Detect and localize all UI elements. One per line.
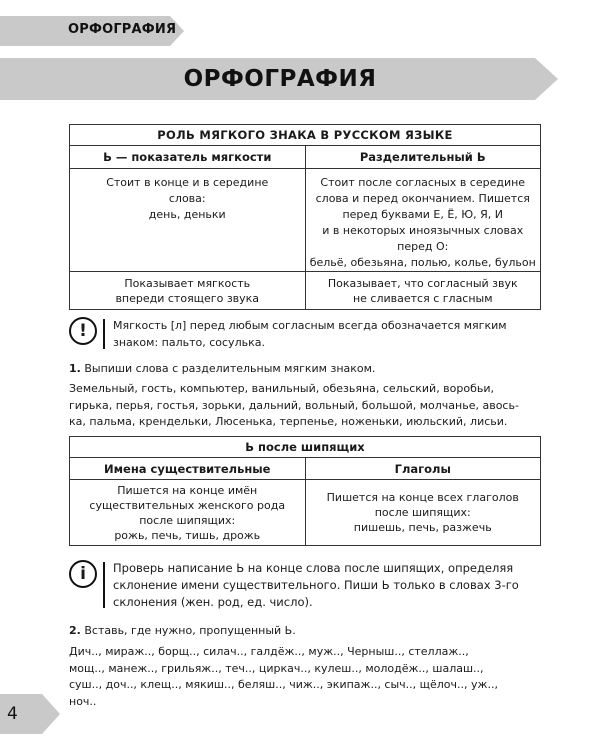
cell-examples: пишешь, печь, разжечь: [353, 521, 492, 534]
cell-text: Стоит в конце и в середине: [106, 176, 269, 189]
section-tab-label: ОРФОГРАФИЯ: [68, 22, 177, 37]
cell-text: Пишется на конце имён: [117, 483, 258, 497]
soft-sign-role-table: [69, 124, 541, 310]
task-text: Выпиши слова с разделительным мягким знаком.: [84, 362, 376, 375]
example-separator: ,: [176, 208, 184, 221]
cell-text: слова:: [168, 192, 206, 205]
word-line: мощ.., манеж.., грильяж.., теч.., циркач.., кулеш.., молодёж.., шалаш..,: [69, 661, 484, 675]
cell-text: после шипящих:: [374, 506, 471, 519]
rule-note-info: [69, 560, 544, 612]
note-text: [113, 317, 543, 351]
table1-col2-header: Разделительный Ь: [305, 146, 541, 169]
cell-text: впереди стоящего звука: [115, 291, 260, 305]
table1-row1-col1: [70, 169, 306, 272]
info-icon: i: [69, 560, 97, 588]
cell-text: Показывает, что согласный звук: [327, 276, 518, 290]
section-tab: [0, 16, 185, 46]
note-text: [113, 560, 553, 611]
word-line: ка, пальма, крендельки, Люсенька, терпенье, ноженьки, июльский, лисьи.: [69, 415, 508, 428]
page-number-tab: [0, 694, 62, 734]
note-line: Мягкость [л] перед любым согласным всегда обозначается мягким: [113, 319, 507, 332]
exclamation-icon: !: [69, 317, 97, 345]
table1-row2-col1: [70, 272, 306, 310]
note-line: Проверь написание Ь на конце слова после шипящих, определяя: [113, 561, 514, 575]
task-1-word-list: [69, 381, 547, 431]
word-line: ноч..: [69, 694, 97, 708]
cell-text: Пишется на конце всех глаголов: [326, 491, 519, 504]
task-1-instruction: [69, 361, 544, 377]
cell-text: не сливается с гласным: [352, 291, 493, 305]
page-number: 4: [7, 704, 18, 724]
cell-text: и в некоторых иноязычных словах: [322, 224, 524, 237]
cell-text: Показывает мягкость: [124, 276, 251, 290]
table2-col2-header: Глаголы: [305, 458, 541, 480]
task-2-instruction: [69, 623, 544, 639]
word-line: суш.., доч.., клещ.., мякиш.., беляш.., чиж.., экипаж.., сыч.., щёлоч.., уж..,: [69, 678, 498, 691]
soft-sign-after-sibilants-table: [69, 436, 541, 546]
rule-note-warning: [69, 317, 544, 353]
table1-caption: РОЛЬ МЯГКОГО ЗНАКА В РУССКОМ ЯЗЫКЕ: [70, 125, 541, 146]
table2-verbs-cell: [305, 480, 541, 546]
table2-nouns-cell: [70, 480, 306, 546]
page-title: ОРФОГРАФИЯ: [183, 66, 377, 92]
table1-col1-header: Ь — показатель мягкости: [70, 146, 306, 169]
cell-examples: [70, 207, 305, 223]
cell-examples: бельё, обезьяна, полью, колье, бульон: [309, 256, 536, 269]
cell-text: перед О:: [397, 240, 449, 253]
task-2-word-list: [69, 644, 547, 710]
cell-text: существительных женского рода: [89, 498, 286, 512]
word-line: Земельный, гость, компьютер, ванильный, обезьяна, сельский, воробьи,: [69, 382, 495, 395]
note-line: знаком: пальто, сосулька.: [113, 336, 265, 349]
table1-row1-col2: [305, 169, 541, 272]
note-line: склонения (жен. род, ед. число).: [113, 595, 313, 609]
note-line: склонение имени существительного. Пиши Ь только в словах 3-го: [113, 578, 519, 592]
cell-text: перед буквами Е, Ё, Ю, Я, И: [342, 208, 504, 221]
example-word: деньки: [183, 208, 226, 221]
task-number: 1.: [69, 362, 81, 375]
word-line: Дич.., мираж.., борщ.., силач.., галдёж.., муж.., Черныш.., стеллаж..,: [69, 645, 469, 658]
table1-row2-col2: [305, 272, 541, 310]
task-text: Вставь, где нужно, пропущенный Ь.: [84, 624, 296, 637]
cell-text: после шипящих:: [139, 513, 236, 527]
note-divider: [103, 562, 105, 608]
note-divider: [103, 319, 105, 349]
task-number: 2.: [69, 624, 81, 637]
table2-caption: Ь после шипящих: [70, 437, 541, 458]
cell-examples: рожь, печь, тишь, дрожь: [114, 528, 261, 542]
example-word: день: [148, 208, 177, 221]
cell-text: Стоит после согласных в середине: [320, 176, 526, 189]
table2-col1-header: Имена существительные: [70, 458, 306, 480]
word-line: гирька, перья, гостья, зорьки, дальний, вольный, большой, молчанье, авось-: [69, 398, 519, 412]
title-banner: [0, 58, 560, 100]
cell-text: слова и перед окончанием. Пишется: [315, 192, 530, 205]
